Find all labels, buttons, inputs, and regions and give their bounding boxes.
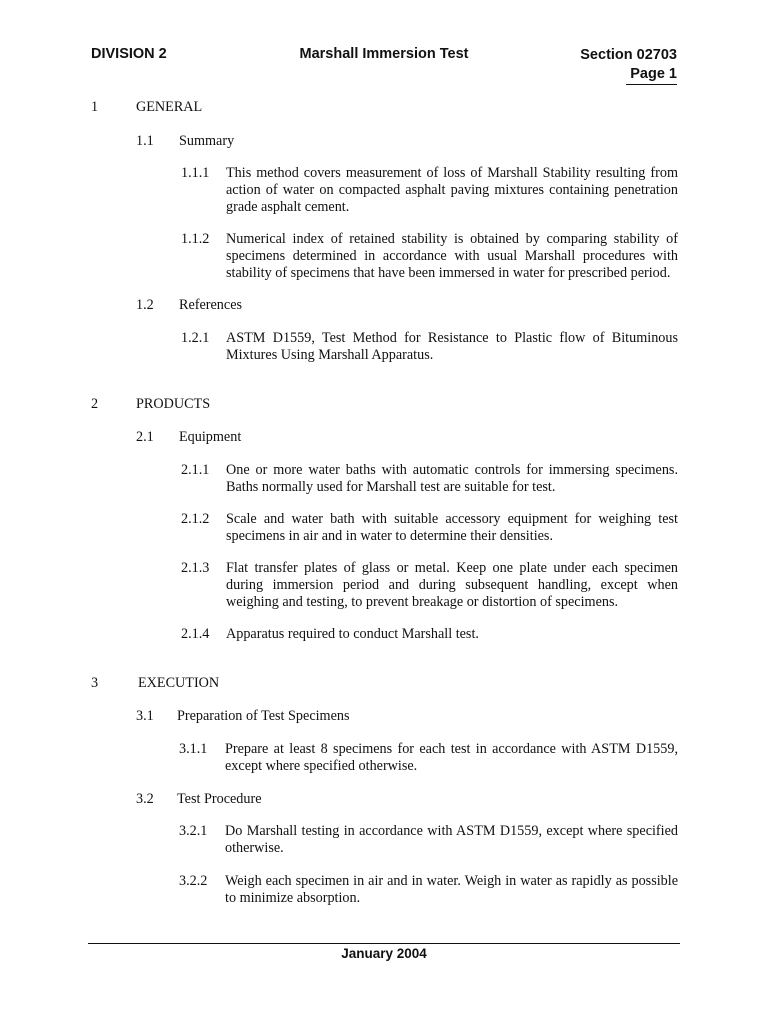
paragraph-text: Scale and water bath with suitable accessory equipment for weighing test specimens in air and in water to determine their densities. (226, 511, 678, 544)
paragraph-number: 1.1.2 (181, 231, 210, 247)
paragraph-text: Flat transfer plates of glass or metal. Keep one plate under each specimen during immersion period and during subsequent handling, except when weighing and testing, to prevent breakage or distortion of specimens. (226, 560, 678, 610)
paragraph-text: Do Marshall testing in accordance with ASTM D1559, except where specified otherwise. (225, 823, 678, 856)
paragraph-number: 2.1.1 (181, 462, 210, 478)
subsection-heading: References (179, 297, 243, 313)
paragraph-number: 3.2.2 (179, 873, 208, 889)
paragraph-number: 1.1.1 (181, 165, 210, 181)
paragraph-number: 3.1.1 (179, 741, 208, 757)
document-title: Marshall Immersion Test (299, 46, 469, 62)
page-header (91, 46, 677, 86)
paragraph-number: 2.1.2 (181, 511, 210, 527)
subsection-heading: Summary (179, 133, 235, 149)
paragraph-text: Numerical index of retained stability is obtained by comparing stability of specimens determined in accordance with usual Marshall procedures with stability of specimens that have been immersed in water for prescribed period. (226, 231, 678, 281)
paragraph-text: Prepare at least 8 specimens for each test in accordance with ASTM D1559, except where specified otherwise. (225, 741, 678, 774)
paragraph-text: One or more water baths with automatic controls for immersing specimens. Baths normally used for Marshall test are suitable for test. (226, 462, 678, 495)
paragraph-text: ASTM D1559, Test Method for Resistance to Plastic flow of Bituminous Mixtures Using Marshall Apparatus. (226, 330, 678, 363)
section-heading: PRODUCTS (136, 396, 211, 412)
subsection-number: 3.1 (136, 708, 154, 724)
subsection-number: 1.2 (136, 297, 154, 313)
paragraph-number: 2.1.3 (181, 560, 210, 576)
paragraph-number: 2.1.4 (181, 626, 210, 642)
footer-rule (88, 943, 680, 944)
paragraph-text: This method covers measurement of loss of Marshall Stability resulting from action of water on compacted asphalt paving mixtures containing penetration grade asphalt cement. (226, 165, 678, 215)
division-label: DIVISION 2 (91, 46, 167, 62)
subsection-heading: Test Procedure (177, 791, 262, 807)
subsection-number: 1.1 (136, 133, 154, 149)
paragraph-number: 1.2.1 (181, 330, 210, 346)
page-number: Page 1 (626, 65, 677, 85)
section-number: 1 (91, 99, 99, 115)
section-heading: GENERAL (136, 99, 203, 115)
subsection-number: 3.2 (136, 791, 154, 807)
section-heading: EXECUTION (138, 675, 220, 691)
section-number: 3 (91, 675, 99, 691)
paragraph-text: Weigh each specimen in air and in water. Weigh in water as rapidly as possible to minimize absorption. (225, 873, 678, 906)
section-block (580, 46, 677, 85)
subsection-heading: Equipment (179, 429, 242, 445)
paragraph-text: Apparatus required to conduct Marshall test. (226, 626, 479, 642)
footer-date: January 2004 (341, 946, 427, 961)
paragraph-number: 3.2.1 (179, 823, 208, 839)
section-number: Section 02703 (580, 47, 677, 63)
subsection-number: 2.1 (136, 429, 154, 445)
section-number: 2 (91, 396, 99, 412)
subsection-heading: Preparation of Test Specimens (177, 708, 350, 724)
